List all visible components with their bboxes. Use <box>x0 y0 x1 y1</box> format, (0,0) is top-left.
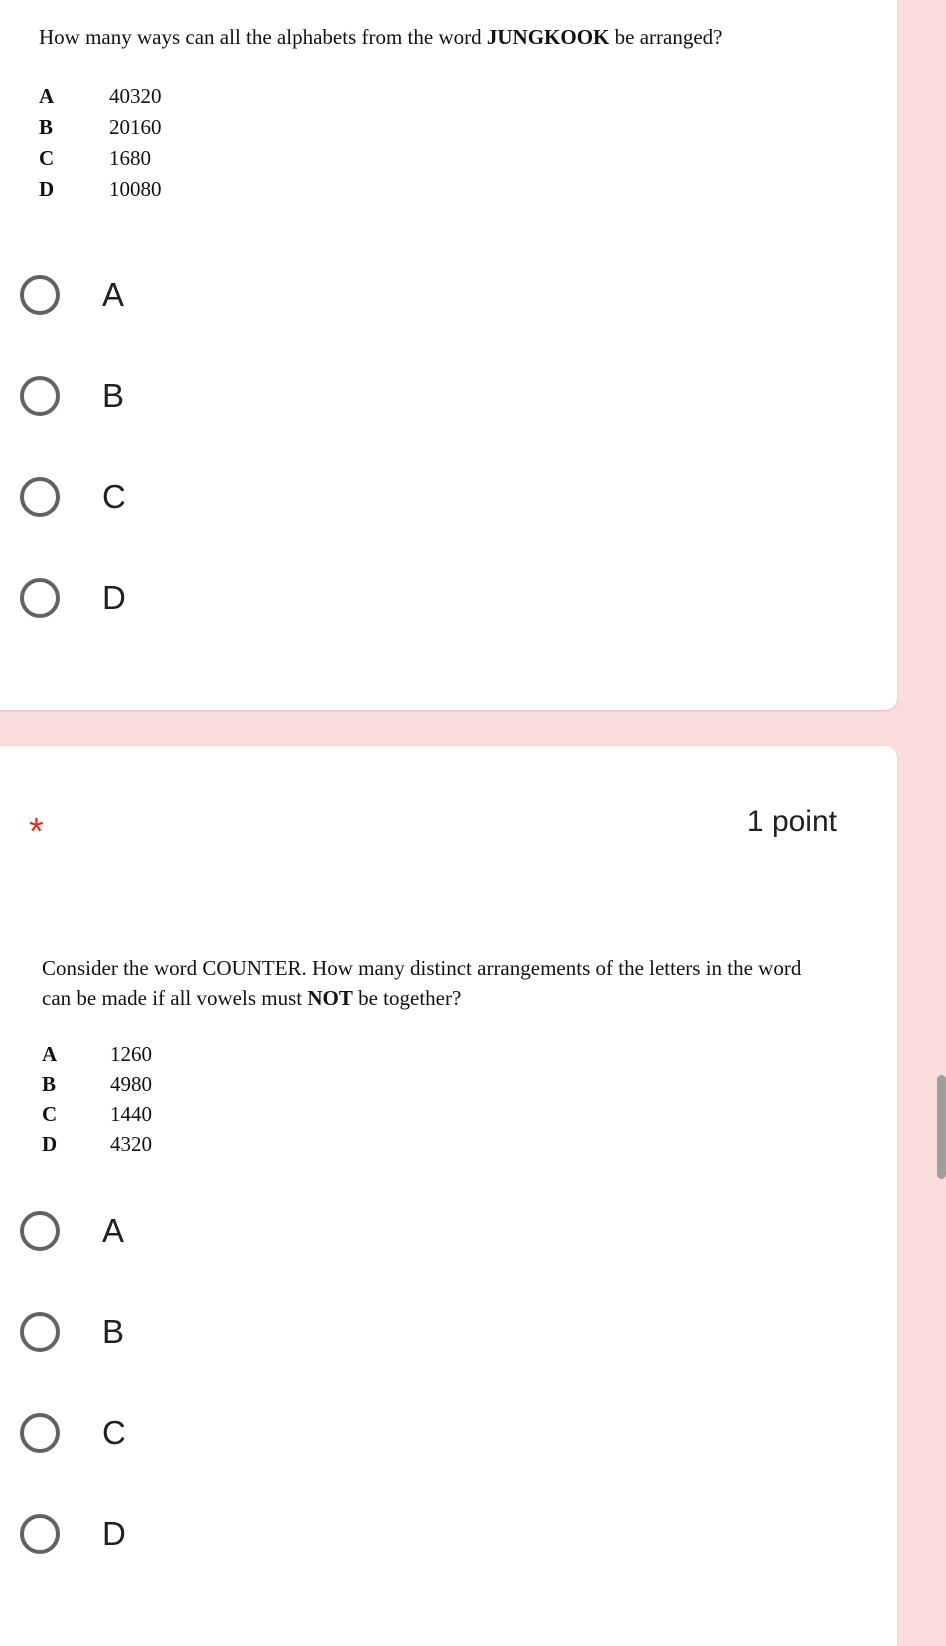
question-text: Consider the word COUNTER. How many distinct arrangements of the letters in the word can be made if all vowels must NOT be together? <box>42 956 802 1010</box>
radio-label: A <box>102 276 125 313</box>
radio-circle-icon[interactable] <box>20 1514 60 1554</box>
radio-label: C <box>102 478 126 515</box>
radio-option-d[interactable] <box>20 1514 420 1568</box>
radio-circle-icon[interactable] <box>20 1413 60 1453</box>
points-label: 1 point <box>746 805 837 838</box>
radio-option-a[interactable] <box>20 1211 420 1265</box>
radio-label: D <box>102 1515 126 1552</box>
radio-circle-icon[interactable] <box>20 275 60 315</box>
radio-option-b[interactable] <box>20 376 420 430</box>
radio-option-d[interactable] <box>20 578 420 632</box>
scrollbar-thumb[interactable] <box>937 1075 946 1179</box>
radio-circle-icon[interactable] <box>20 1211 60 1251</box>
radio-option-c[interactable] <box>20 477 420 531</box>
radio-label: A <box>102 1212 125 1249</box>
radio-circle-icon[interactable] <box>20 376 60 416</box>
question-card-2: * 1 point Consider the word COUNTER. How many distinct arrangements of the letters in the word can be made if all vowels must NOT be together? A 1260 B 4980 C 1440 D 4320 A B C D <box>0 746 897 1646</box>
radio-circle-icon[interactable] <box>20 578 60 618</box>
radio-circle-icon[interactable] <box>20 477 60 517</box>
radio-label: B <box>102 1313 125 1350</box>
required-asterisk: * <box>29 811 44 853</box>
question-card-1: How many ways can all the alphabets from the word JUNGKOOK be arranged? A 40320 B 20160 C 1680 D 10080 A B C D <box>0 0 897 710</box>
radio-option-c[interactable] <box>20 1413 420 1467</box>
radio-option-b[interactable] <box>20 1312 420 1366</box>
radio-label: D <box>102 579 126 616</box>
question-text: How many ways can all the alphabets from the word JUNGKOOK be arranged? <box>39 25 723 49</box>
radio-circle-icon[interactable] <box>20 1312 60 1352</box>
radio-label: B <box>102 377 125 414</box>
radio-label: C <box>102 1414 126 1451</box>
radio-option-a[interactable] <box>20 275 420 329</box>
